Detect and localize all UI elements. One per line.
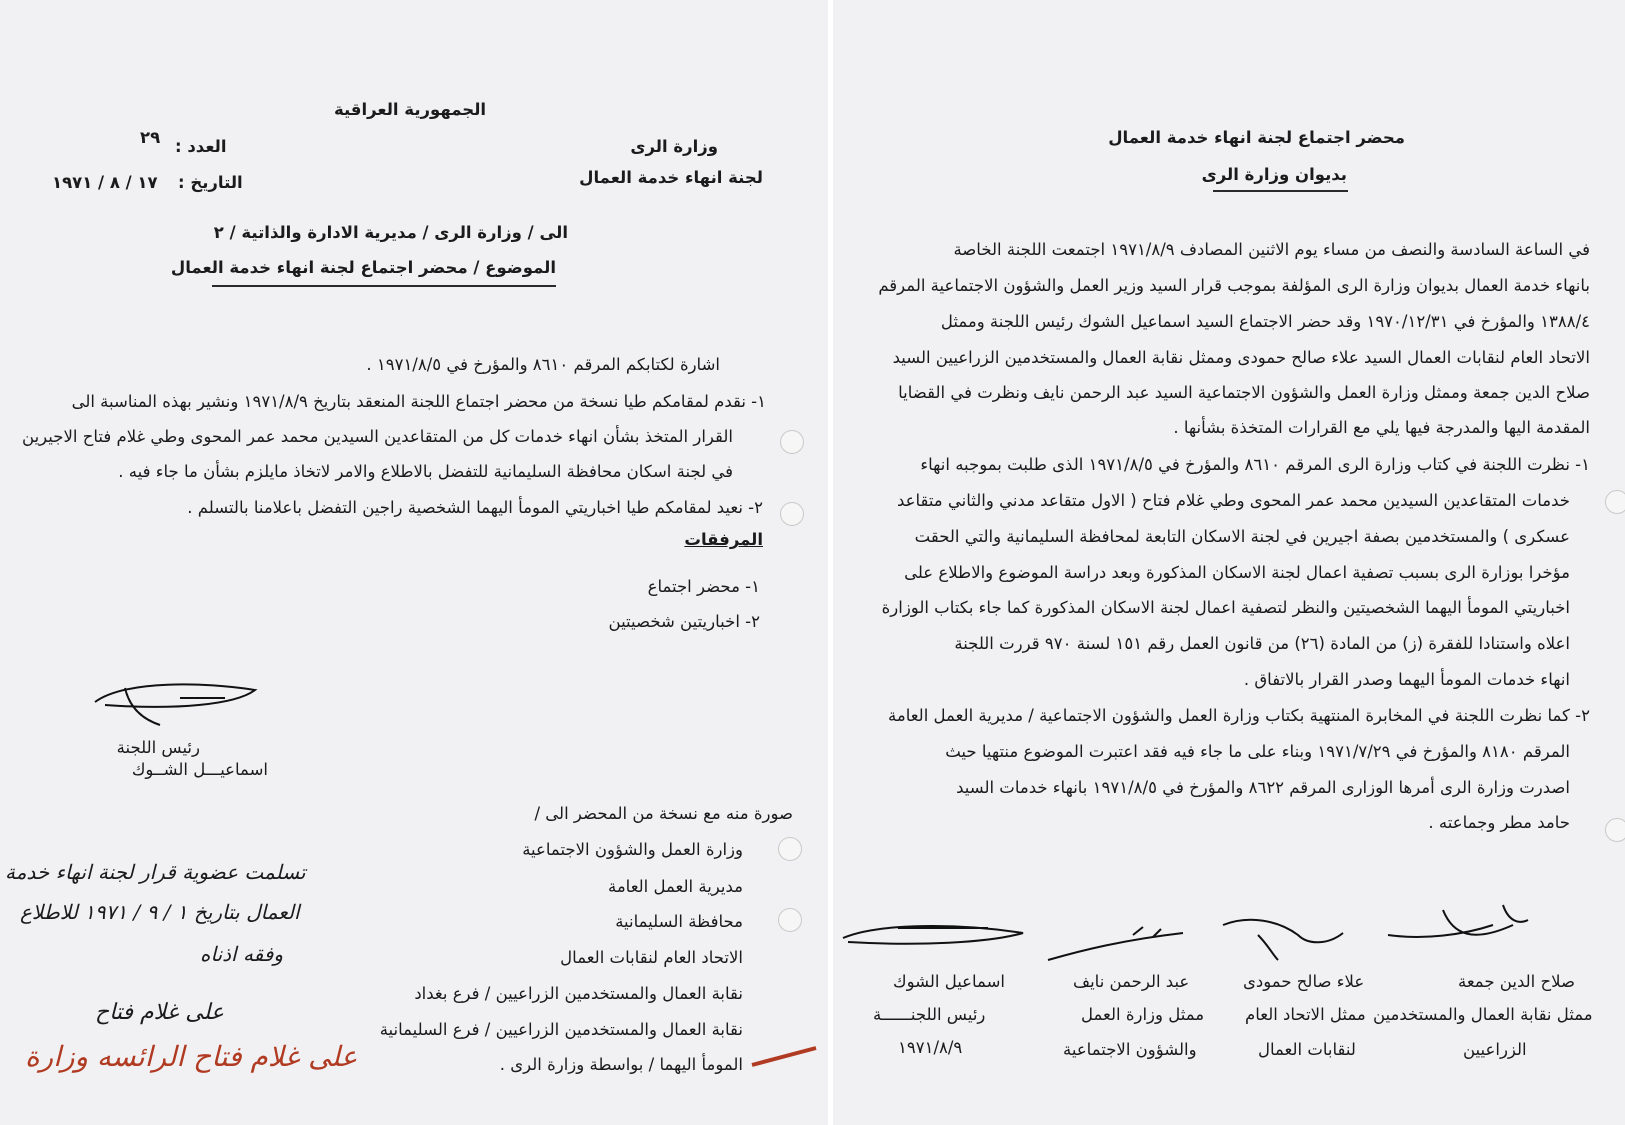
paragraph-1-line-1: ١- نقدم لمقامكم طيا نسخة من محضر اجتماع اللجنة المنعقد بتاريخ ١٩٧١/٨/٩ ونشير بهذه المناسبة الى — [71, 392, 766, 411]
minutes-body-line: ١- نظرت اللجنة في كتاب وزارة الرى المرقم ٨٦١٠ والمؤرخ في ١٩٧١/٨/٥ الذى طلبت بموجبه انهاء — [920, 455, 1590, 474]
minutes-subtitle: بديوان وزارة الرى — [1201, 165, 1347, 184]
signatory-role: والشؤون الاجتماعية — [1063, 1040, 1197, 1059]
minutes-body-line: مؤخرا بوزارة الرى بسبب تصفية اعمال لجنة الاسكان المذكورة وبعد دراسة الموضوع والاطلاع على — [904, 563, 1570, 582]
signatory-name: اسماعيل الشوك — [893, 972, 1005, 991]
copy-recipient: نقابة العمال والمستخدمين الزراعيين / فرع السليمانية — [379, 1020, 743, 1039]
copy-recipient: المومأ اليهما / بواسطة وزارة الرى . — [499, 1055, 743, 1074]
paragraph-2: ٢- نعيد لمقامكم طيا اخباريتي المومأ اليهما الشخصية راجين التفضل باعلامنا بالتسلم . — [187, 498, 763, 517]
punch-hole — [778, 908, 802, 932]
chair-name: اسماعيـــل الشــوك — [131, 760, 268, 779]
red-handwritten-signature: على غلام فتاح الرائسه وزارة — [25, 1040, 358, 1073]
date-value: ١٧ / ٨ / ١٩٧١ — [52, 173, 158, 192]
signatory-role: ممثل الاتحاد العام — [1245, 1005, 1366, 1024]
minutes-body-line: خدمات المتقاعدين السيدين محمد عمر المحوى وطي غلام فتاح ( الاول متقاعد مدني والثاني متقاعد — [896, 491, 1570, 510]
attachments-title: المرفقات — [684, 530, 763, 549]
signature-mark — [1218, 915, 1348, 965]
minutes-body-line: في الساعة السادسة والنصف من مساء يوم الاثنين المصادف ١٩٧١/٨/٩ اجتمعت اللجنة الخاصة — [953, 240, 1590, 259]
punch-hole — [780, 430, 804, 454]
signature-mark — [838, 918, 1028, 958]
punch-hole — [778, 837, 802, 861]
ministry-name: وزارة الرى — [630, 137, 718, 156]
handwritten-note: العمال بتاريخ ١ / ٩ / ١٩٧١ للاطلاع — [20, 900, 300, 924]
attachment-item: ٢- اخباريتين شخصيتين — [608, 612, 760, 631]
subtitle-underline — [1213, 190, 1348, 192]
handwritten-note: تسلمت عضوية قرار لجنة انهاء خدمة — [5, 860, 306, 884]
punch-hole — [780, 502, 804, 526]
copy-recipient: مديرية العمل العامة — [607, 877, 743, 896]
minutes-body-line: انهاء خدمات المومأ اليهما وصدر القرار بالاتفاق . — [1243, 670, 1570, 689]
subject-line: الموضوع / محضر اجتماع لجنة انهاء خدمة العمال — [170, 258, 556, 277]
signature-date: ١٩٧١/٨/٩ — [898, 1038, 963, 1057]
minutes-body-line: الاتحاد العام لنقابات العمال السيد علاء صالح حمودى وممثل نقابة العمال والمستخدمين الزراعيين السيد — [892, 348, 1590, 367]
copy-recipient: محافظة السليمانية — [615, 912, 743, 931]
signatory-role: رئيس اللجنــــــة — [873, 1005, 986, 1024]
minutes-body-line: اصدرت وزارة الرى أمرها الوزارى المرقم ٨٦٢٢ والمؤرخ في ١٩٧١/٨/٥ بانهاء خدمات السيد — [956, 778, 1570, 797]
signature-mark — [1383, 895, 1533, 955]
reference-paragraph: اشارة لكتابكم المرقم ٨٦١٠ والمؤرخ في ١٩٧١/٨/٥ . — [366, 355, 720, 374]
minutes-title: محضر اجتماع لجنة انهاء خدمة العمال — [1108, 128, 1405, 147]
signatory-role: لنقابات العمال — [1258, 1040, 1356, 1059]
red-pen-stroke — [750, 1040, 820, 1070]
paragraph-1-line-3: في لجنة اسكان محافظة السليمانية للتفضل بالاطلاع والامر لاتخاذ مايلزم بشأن ما جاء فيه . — [118, 462, 733, 481]
number-label: العدد : — [175, 137, 227, 156]
committee-name: لجنة انهاء خدمة العمال — [579, 168, 763, 187]
signatory-name: صلاح الدين جمعة — [1458, 972, 1575, 991]
minutes-body-line: المقدمة اليها والمدرجة فيها يلي مع القرارات المتخذة بشأنها . — [1173, 418, 1590, 437]
signatory-role: ممثل وزارة العمل — [1081, 1005, 1205, 1024]
minutes-body-line: ١٣٨٨/٤ والمؤرخ في ١٩٧٠/١٢/٣١ وقد حضر الاجتماع السيد اسماعيل الشوك رئيس اللجنة وممثل — [940, 312, 1590, 331]
signatory-role: ممثل نقابة العمال والمستخدمين — [1373, 1005, 1593, 1024]
minutes-body-line: المرقم ٨١٨٠ والمؤرخ في ١٩٧١/٧/٢٩ وبناء على ما جاء فيه فقد اعتبرت الموضوع منتهيا حيث — [945, 742, 1570, 761]
signature-mark — [1043, 925, 1193, 965]
signatory-role: الزراعيين — [1463, 1040, 1527, 1059]
minutes-body-line: ٢- كما نظرت اللجنة في المخابرة المنتهية بكتاب وزارة العمل والشؤون الاجتماعية / مديرية العمل العامة — [888, 706, 1590, 725]
minutes-body-line: عسكرى ) والمستخدمين بصفة اجيرين في لجنة الاسكان التابعة لمحافظة السليمانية والتي الحقت — [914, 527, 1570, 546]
minutes-body-line: بانهاء خدمة العمال بديوان وزارة الرى المؤلفة بموجب قرار السيد وزير العمل والشؤون الاجتماعية المرقم — [878, 276, 1590, 295]
copy-recipient: وزارة العمل والشؤون الاجتماعية — [522, 840, 743, 859]
punch-hole — [1605, 818, 1625, 842]
copy-recipient: نقابة العمال والمستخدمين الزراعيين / فرع بغداد — [414, 984, 743, 1003]
handwritten-note: وفقه اذناه — [200, 942, 284, 966]
paragraph-1-line-2: القرار المتخذ بشأن انهاء خدمات كل من المتقاعدين السيدين محمد عمر المحوى وطي غلام فتاح الاجيرين — [22, 427, 733, 446]
signatory-name: عبد الرحمن نايف — [1073, 972, 1190, 991]
attachment-item: ١- محضر اجتماع — [647, 577, 760, 596]
handwritten-note: على غلام فتاح — [95, 1000, 225, 1025]
date-label: التاريخ : — [178, 173, 243, 192]
signatory-name: علاء صالح حمودى — [1243, 972, 1365, 991]
punch-hole — [1605, 490, 1625, 514]
number-value: ٢٩ — [140, 128, 161, 147]
minutes-body-line: حامد مطر وجماعته . — [1428, 813, 1570, 832]
chair-title: رئيس اللجنة — [116, 738, 200, 757]
subject-underline — [212, 285, 556, 287]
republic-heading: الجمهورية العراقية — [333, 100, 487, 119]
copy-heading: صورة منه مع نسخة من المحضر الى / — [534, 804, 793, 823]
chair-signature — [85, 680, 265, 730]
copy-recipient: الاتحاد العام لنقابات العمال — [560, 948, 743, 967]
addressee-line: الى / وزارة الرى / مديرية الادارة والذاتية / ٢ — [213, 223, 568, 242]
minutes-page — [833, 0, 1625, 1125]
minutes-body-line: صلاح الدين جمعة وممثل وزارة العمل والشؤون الاجتماعية السيد عبد الرحمن نايف ونظرت في القضايا — [898, 383, 1590, 402]
minutes-body-line: اخباريتي المومأ اليهما الشخصيتين والنظر لتصفية اعمال لجنة الاسكان المذكورة كما جاء بكتاب الوزارة — [881, 598, 1570, 617]
minutes-body-line: اعلاه واستنادا للفقرة (ز) من المادة (٢٦) من قانون العمل رقم ١٥١ لسنة ٩٧٠ قررت اللجنة — [954, 634, 1570, 653]
